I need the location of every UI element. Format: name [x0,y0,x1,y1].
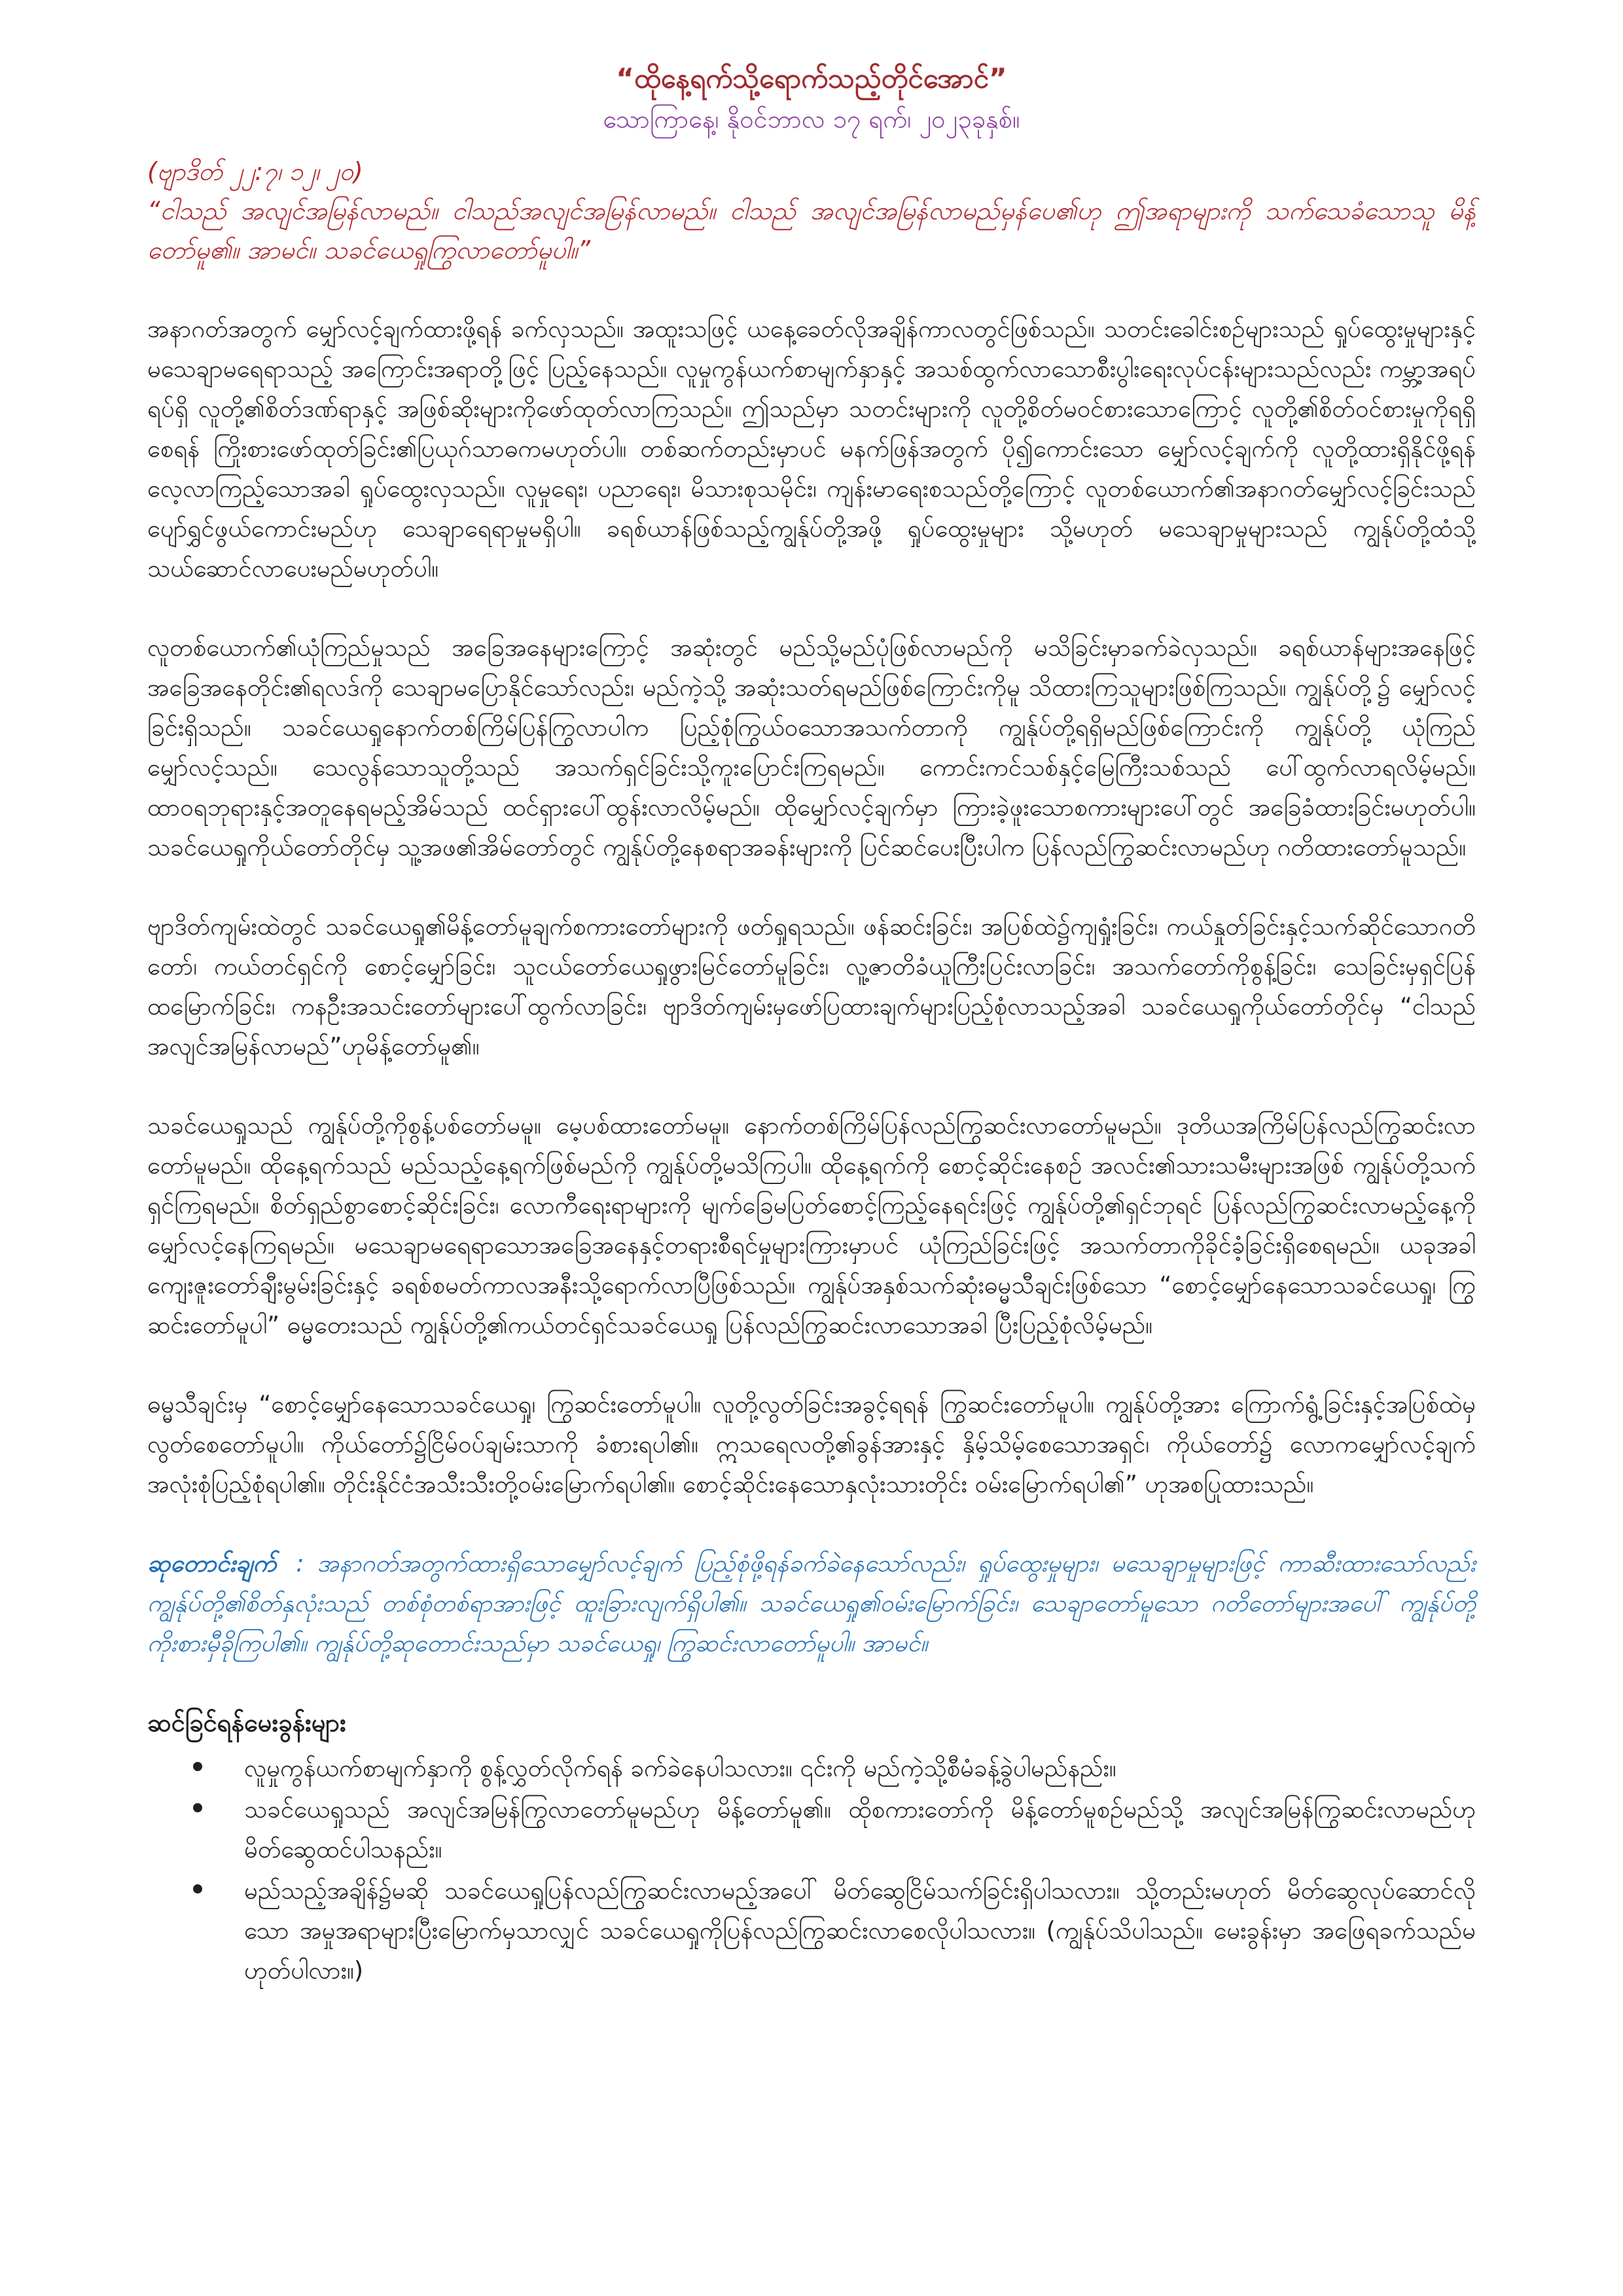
verse-reference: (ဗျာဒိတ် ၂၂:၇၊ ၁၂၊ ၂၀) [147,157,363,186]
verse-text: “ငါသည် အလျင်အမြန်လာမည်။ ငါသည်အလျင်အမြန်လာမည်။ ငါသည် အလျင်အမြန်လာမည်မှန်ပေ၏ဟု ဤအရာများကို သက်သေခံသောသူ မိန့်တော်မူ၏။ အာမင်။ သခင်ယေရှုကြွလာတော်မူပါ။” [147,196,1476,264]
questions-list [147,1748,1476,1990]
body-paragraph-5: ဓမ္မသီချင်းမှ “စောင့်မျှော်နေသောသခင်ယေရှု၊ ကြွဆင်းတော်မူပါ။ လူတို့လွတ်ခြင်းအခွင့်ရရန် ကြွဆင်းတော်မူပါ။ ကျွန်ုပ်တို့အား ကြောက်ရွံ့ခြင်းနှင့်အပြစ်ထဲမှ လွတ်စေတော်မူပါ။ ကိုယ်တော်၌ငြိမ်ဝပ်ချမ်းသာကို ခံစားရပါ၏။ ဣသရေလတို့၏ခွန်အားနှင့် နှိမ့်သိမ့်စေသောအရှင်၊ ကိုယ်တော်၌ လောကမျှော်လင့်ချက်အလုံးစုံပြည့်စုံရပါ၏။ တိုင်းနိုင်ငံအသီးသီးတို့ဝမ်းမြောက်ရပါ၏။ စောင့်ဆိုင်းနေသောနှလုံးသားတိုင်း ဝမ်းမြောက်ရပါ၏” ဟုအစပြုထားသည်။ [147,1390,1476,1498]
prayer-text: : အနာဂတ်အတွက်ထားရှိသောမျှော်လင့်ချက် ပြည့်စုံဖို့ရန်ခက်ခဲနေသော်လည်း၊ ရှုပ်ထွေးမှုများ၊ မသေချာမှုများဖြင့် ကာဆီးထားသော်လည်း ကျွန်ုပ်တို့၏စိတ်နှလုံးသည် တစ်စုံတစ်ရာအားဖြင့် ထူးခြားလျက်ရှိပါ၏။ သခင်ယေရှု၏ဝမ်းမြောက်ခြင်း၊ သေချာတော်မူသော ဂတိတော်များအပေါ် ကျွန်ုပ်တို့ကိုးစားမှီခိုကြပါ၏။ ကျွန်ုပ်တို့ဆုတောင်းသည်မှာ သခင်ယေရှု၊ ကြွဆင်းလာတော်မူပါ။ အာမင်။ [147,1549,1476,1657]
prayer-label: ဆုတောင်းချက် [147,1549,277,1577]
prayer-block [147,1543,1476,1663]
bullet-icon [193,1762,202,1771]
bullet-icon [193,1884,202,1893]
question-item [193,1789,1476,1869]
body-paragraph-3: ဗျာဒိတ်ကျမ်းထဲတွင် သခင်ယေရှု၏မိန့်တော်မူချက်စကားတော်များကို ဖတ်ရှုရသည်။ ဖန်ဆင်းခြင်း၊ အပြစ်ထဲ၌ကျရှုံးခြင်း၊ ကယ်နှုတ်ခြင်းနှင့်သက်ဆိုင်သောဂတိတော်၊ ကယ်တင်ရှင်ကို စောင့်မျှော်ခြင်း၊ သူငယ်တော်ယေရှုဖွားမြင်တော်မူခြင်း၊ လူ့ဇာတိခံယူကြီးပြင်းလာခြင်း၊ အသက်တော်ကိုစွန့်ခြင်း၊ သေခြင်းမှရှင်ပြန်ထမြောက်ခြင်း၊ ကနဦးအသင်းတော်များပေါ်ထွက်လာခြင်း၊ ဗျာဒိတ်ကျမ်းမှဖော်ပြထားချက်များပြည့်စုံလာသည့်အခါ သခင်ယေရှုကိုယ်တော်တိုင်မှ “ငါသည် အလျင်အမြန်လာမည်”ဟုမိန့်တော်မူ၏။ [147,912,1476,1060]
body-paragraph-4: သခင်ယေရှုသည် ကျွန်ုပ်တို့ကိုစွန့်ပစ်တော်မမူ။ မေ့ပစ်ထားတော်မမူ။ နောက်တစ်ကြိမ်ပြန်လည်ကြွဆင်းလာတော်မူမည်။ ဒုတိယအကြိမ်ပြန်လည်ကြွဆင်းလာတော်မူမည်။ ထိုနေ့ရက်သည် မည်သည့်နေ့ရက်ဖြစ်မည်ကို ကျွန်ုပ်တို့မသိကြပါ။ ထိုနေ့ရက်ကို စောင့်ဆိုင်းနေစဉ် အလင်း၏သားသမီးများအဖြစ် ကျွန်ုပ်တို့သက်ရှင်ကြရမည်။ စိတ်ရှည်စွာစောင့်ဆိုင်းခြင်း၊ လောကီရေးရာများကို မျက်ခြေမပြတ်စောင့်ကြည့်နေရင်းဖြင့် ကျွန်ုပ်တို့၏ရှင်ဘုရင် ပြန်လည်ကြွဆင်းလာမည့်နေ့ကိုမျှော်လင့်နေကြရမည်။ မသေချာမရေရာသောအခြေအနေနှင့်တရားစီရင်မှုများကြားမှာပင် ယုံကြည်ခြင်းဖြင့် အသက်တာကိုခိုင်ခံ့ခြင်းရှိစေရမည်။ ယခုအခါ ကျေးဇူးတော်ချီးမွမ်းခြင်းနှင့် ခရစ်စမတ်ကာလအနီးသို့ရောက်လာပြီဖြစ်သည်။ ကျွန်ုပ်အနှစ်သက်ဆုံးဓမ္မသီချင်းဖြစ်သော “စောင့်မျှော်နေသောသခင်ယေရှု၊ ကြွဆင်းတော်မူပါ” ဓမ္မတေးသည် ကျွန်ုပ်တို့၏ကယ်တင်ရှင်သခင်ယေရှု ပြန်လည်ကြွဆင်းလာသောအခါ ပြီးပြည့်စုံလိမ့်မည်။ [147,1111,1476,1339]
questions-heading: ဆင်ခြင်ရန်မေးခွန်းများ [147,1708,346,1737]
body-paragraph-2: လူတစ်ယောက်၏ယုံကြည်မှုသည် အခြေအနေများကြောင့် အဆုံးတွင် မည်သို့မည်ပုံဖြစ်လာမည်ကို မသိခြင်းမှာခက်ခဲလှသည်။ ခရစ်ယာန်များအနေဖြင့် အခြေအနေတိုင်း၏ရလဒ်ကို သေချာမပြောနိုင်သော်လည်း၊ မည်ကဲ့သို့ အဆုံးသတ်ရမည်ဖြစ်ကြောင်းကိုမူ သိထားကြသူများဖြစ်ကြသည်။ ကျွန်ုပ်တို့၌ မျှော်လင့်ခြင်းရှိသည်။ သခင်ယေရှုနောက်တစ်ကြိမ်ပြန်ကြွလာပါက ပြည့်စုံကြွယ်ဝသောအသက်တာကို ကျွန်ုပ်တို့ရရှိမည်ဖြစ်ကြောင်းကို ကျွန်ုပ်တို့ ယုံကြည်မျှော်လင့်သည်။ သေလွန်သောသူတို့သည် အသက်ရှင်ခြင်းသို့ကူးပြောင်းကြရမည်။ ကောင်းကင်သစ်နှင့်မြေကြီးသစ်သည် ပေါ်ထွက်လာရလိမ့်မည်။ ထာဝရဘုရားနှင့်အတူနေရမည့်အိမ်သည် ထင်ရှားပေါ်ထွန်းလာလိမ့်မည်။ ထိုမျှော်လင့်ချက်မှာ ကြားခဲ့ဖူးသောစကားများပေါ်တွင် အခြေခံထားခြင်းမဟုတ်ပါ။ သခင်ယေရှုကိုယ်တော်တိုင်မှ သူ့အဖ၏အိမ်တော်တွင် ကျွန်ုပ်တို့နေစရာအခန်းများကို ပြင်ဆင်ပေးပြီးပါက ပြန်လည်ကြွဆင်းလာမည်ဟု ဂတိထားတော်မူသည်။ [147,634,1476,861]
question-text: မည်သည့်အချိန်၌မဆို သခင်ယေရှုပြန်လည်ကြွဆင်းလာမည့်အပေါ် မိတ်ဆွေငြိမ်သက်ခြင်းရှိပါသလား။ သို့တည်းမဟုတ် မိတ်ဆွေလုပ်ဆောင်လိုသော အမှုအရာများပြီးမြောက်မှသာလျှင် သခင်ယေရှုကိုပြန်လည်ကြွဆင်းလာစေလိုပါသလား။ (ကျွန်ုပ်သိပါသည်။ မေးခွန်းမှာ အဖြေရခက်သည်မဟုတ်ပါလား။) [244,1876,1476,1984]
question-text: သခင်ယေရှုသည် အလျင်အမြန်ကြွလာတော်မူမည်ဟု မိန့်တော်မူ၏။ ထိုစကားတော်ကို မိန့်တော်မူစဉ်မည်သို့ အလျင်အမြန်ကြွဆင်းလာမည်ဟု မိတ်ဆွေထင်ပါသနည်း။ [244,1795,1476,1863]
question-text: လူမှုကွန်ယက်စာမျက်နှာကို စွန့်လွှတ်လိုက်ရန် ခက်ခဲနေပါသလား။ ၎င်းကို မည်ကဲ့သို့စီမံခန့်ခွဲပါမည်နည်း။ [244,1754,1116,1782]
bullet-icon [193,1803,202,1812]
devotional-title: “ထိုနေ့ရက်သို့ရောက်သည့်တိုင်အောင်” [616,62,1007,94]
question-item [193,1871,1476,1990]
question-item [193,1748,1476,1788]
body-paragraph-1: အနာဂတ်အတွက် မျှော်လင့်ချက်ထားဖို့ရန် ခက်လှသည်။ အထူးသဖြင့် ယနေ့ခေတ်လိုအချိန်ကာလတွင်ဖြစ်သည်။ သတင်းခေါင်းစဉ်များသည် ရှုပ်ထွေးမှုများနှင့်မသေချာမရေရာသည့် အကြောင်းအရာတို့ဖြင့် ပြည့်နေသည်။ လူမှုကွန်ယက်စာမျက်နှာနှင့် အသစ်ထွက်လာသောစီးပွါးရေးလုပ်ငန်းများသည်လည်း ကမ္ဘာ့အရပ်ရပ်ရှိ လူတို့၏စိတ်ဒဏ်ရာနှင့် အဖြစ်ဆိုးများကိုဖော်ထုတ်လာကြသည်။ ဤသည်မှာ သတင်းများကို လူတို့စိတ်မဝင်စားသောကြောင့် လူတို့၏စိတ်ဝင်စားမှုကိုရရှိစေရန် ကြိုးစားဖော်ထုတ်ခြင်း၏ပြယုဂ်သာဓကမဟုတ်ပါ။ တစ်ဆက်တည်းမှာပင် မနက်ဖြန်အတွက် ပို၍ကောင်းသော မျှော်လင့်ချက်ကို လူတို့ထားရှိနိုင်ဖို့ရန် လေ့လာကြည့်သောအခါ ရှုပ်ထွေးလှသည်။ လူမှုရေး၊ ပညာရေး၊ မိသားစုသမိုင်း၊ ကျန်းမာရေးစသည်တို့ကြောင့် လူတစ်ယောက်၏အနာဂတ်မျှော်လင့်ခြင်းသည် ပျော်ရွှင်ဖွယ်ကောင်းမည်ဟု သေချာရေရာမှုမရှိပါ။ ခရစ်ယာန်ဖြစ်သည့်ကျွန်ုပ်တို့အဖို့ ရှုပ်ထွေးမှုများ သို့မဟုတ် မသေချာမှုများသည် ကျွန်ုပ်တို့ထံသို့ သယ်ဆောင်လာပေးမည်မဟုတ်ပါ။ [147,315,1476,583]
devotional-date: သောကြာနေ့၊ နိုဝင်ဘာလ ၁၇ ရက်၊ ၂၀၂၃ခုနှစ်။ [603,105,1020,134]
